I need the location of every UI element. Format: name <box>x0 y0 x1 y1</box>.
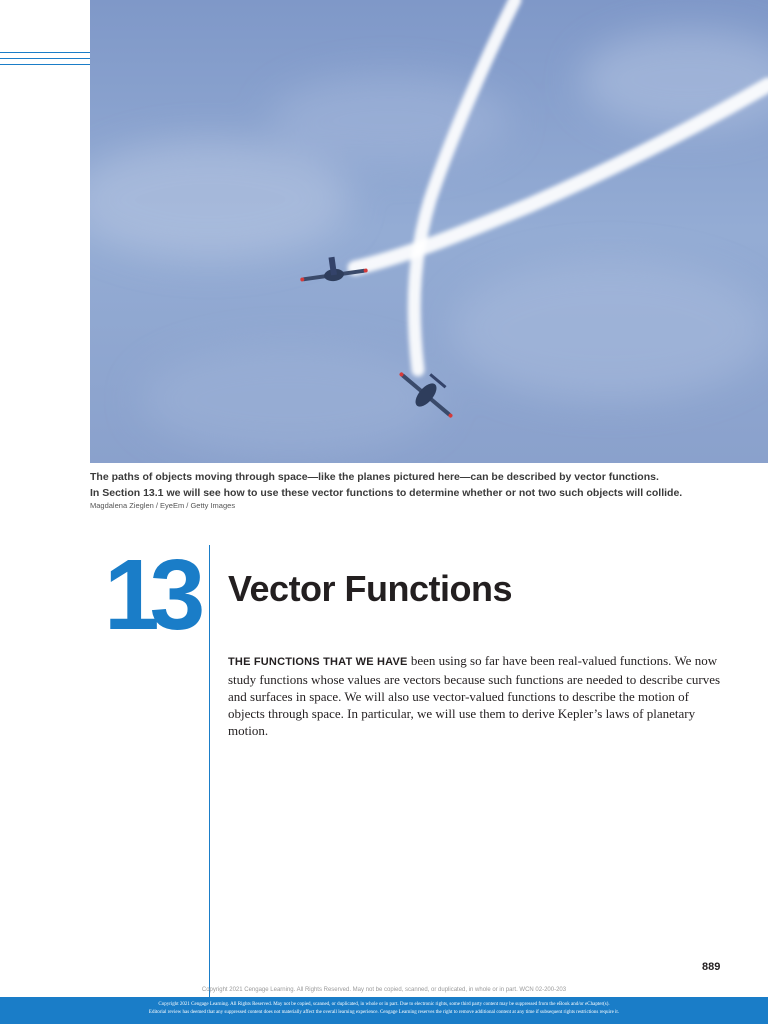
intro-text: been using so far have been real-valued functions. We now study functions whose values are vectors because such functions are needed to describe curves and surfaces in space. We will also use vector-valued functions to describe the motion of objects through space. In particular, we will use them to derive Kepler’s laws of planetary motion. <box>228 653 721 738</box>
vertical-rule <box>209 545 210 1013</box>
copyright-bar-line: Editorial review has deemed that any suppressed content does not materially affect the overall learning experience. Cengage Learning reserves the right to remove additional content at any time if subsequent rights restrictions require it. <box>148 1010 620 1015</box>
intro-lead: THE FUNCTIONS THAT WE HAVE <box>228 656 408 668</box>
caption-line: In Section 13.1 we will see how to use these vector functions to determine whether or not two such objects will collide. <box>90 487 683 499</box>
chapter-intro <box>228 652 728 739</box>
page-number: 889 <box>702 961 721 973</box>
copyright-bar <box>0 997 768 1024</box>
copyright-notice: Copyright 2021 Cengage Learning. All Rights Reserved. May not be copied, scanned, or duplicated, in whole or in part. WCN 02-200-203 <box>201 987 567 993</box>
decorative-lines <box>0 52 90 74</box>
caption-line: The paths of objects moving through space—like the planes pictured here—can be described by vector functions. <box>90 471 659 483</box>
figure-caption <box>90 469 750 501</box>
copyright-bar-line: Copyright 2021 Cengage Learning. All Rights Reserved. May not be copied, scanned, or duplicated, in whole or in part. Due to electronic rights, some third party content may be suppressed from the eBook and/or eChapter(s). <box>158 1002 610 1007</box>
chapter-photo <box>90 0 768 463</box>
photo-credit: Magdalena Zieglen / EyeEm / Getty Images <box>90 501 236 510</box>
chapter-title: Vector Functions <box>228 568 513 609</box>
chapter-number: 13 <box>104 539 196 651</box>
